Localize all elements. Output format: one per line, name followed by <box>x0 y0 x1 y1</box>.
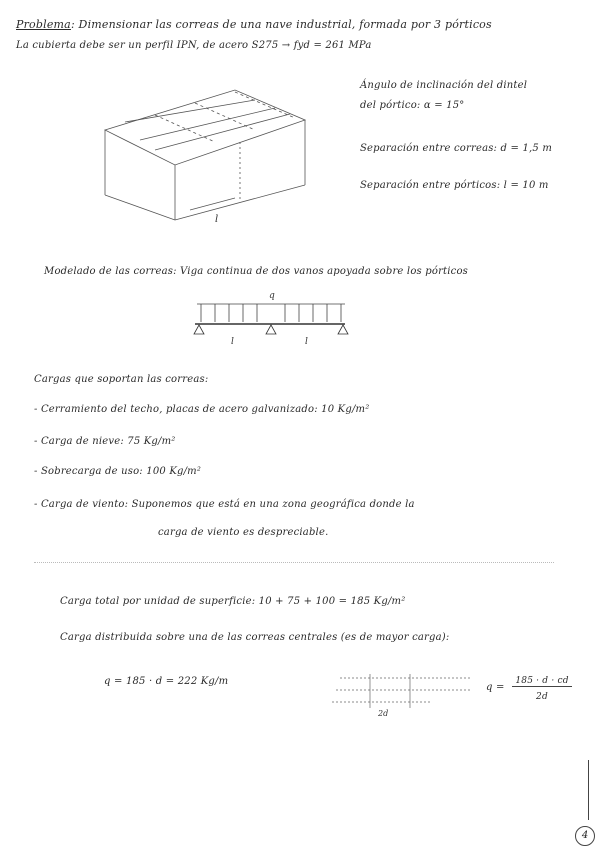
roof-outline <box>105 90 305 165</box>
continuous-beam-diagram <box>185 288 365 348</box>
problem-label: Problema <box>16 18 71 31</box>
load-snow: - Carga de nieve: 75 Kg/m² <box>34 436 176 447</box>
load-wind-line1: - Carga de viento: Suponemos que está en una zona geográfica donde la <box>34 499 415 510</box>
q-result: q = 185 · d = 222 Kg/m <box>104 676 229 687</box>
model-description: Modelado de las correas: Viga continua de dos vanos apoyada sobre los pórticos <box>44 266 469 277</box>
problem-heading <box>16 18 492 31</box>
note-frame-spacing: Separación entre pórticos: l = 10 m <box>360 180 549 191</box>
supports <box>194 325 348 334</box>
note-angle-line1: Ángulo de inclinación del dintel <box>360 80 528 91</box>
span-label-right: l <box>305 337 308 347</box>
tributary-label: 2d <box>378 709 389 718</box>
note-angle-line2: del pórtico: α = 15° <box>360 100 465 111</box>
tributary-sketch <box>330 668 480 718</box>
problem-statement-line1: : Dimensionar las correas de una nave industrial, formada por 3 pórticos <box>70 18 492 31</box>
support-middle <box>266 325 276 334</box>
distributed-load-arrows <box>197 304 345 322</box>
q-fraction-numerator: 185 · d · cd <box>512 676 572 687</box>
problem-statement-line2: La cubierta debe ser un perfil IPN, de acero S275 → fyd = 261 MPa <box>16 40 372 51</box>
margin-rule <box>588 760 589 820</box>
support-right <box>338 325 348 334</box>
load-roofing: - Cerramiento del techo, placas de acero galvanizado: 10 Kg/m² <box>34 404 370 415</box>
span-label-left: l <box>231 337 234 347</box>
load-live: - Sobrecarga de uso: 100 Kg/m² <box>34 466 202 477</box>
loads-heading: Cargas que soportan las correas: <box>34 374 209 385</box>
section-divider <box>34 562 554 563</box>
sketch-dimension-l: l <box>215 214 219 225</box>
distributed-load-label: q <box>269 291 275 301</box>
page-number: 4 <box>575 826 595 846</box>
q-fraction-denominator: 2d <box>536 692 548 702</box>
note-purlin-spacing: Separación entre correas: d = 1,5 m <box>360 143 553 154</box>
load-wind-line2: carga de viento es despreciable. <box>158 527 329 538</box>
distributed-load-intro: Carga distribuida sobre una de las correas centrales (es de mayor carga): <box>60 632 450 643</box>
support-left <box>194 325 204 334</box>
q-equals: q = <box>486 682 505 693</box>
total-load: Carga total por unidad de superficie: 10 + 75 + 100 = 185 Kg/m² <box>60 596 406 607</box>
building-sketch <box>95 70 325 230</box>
